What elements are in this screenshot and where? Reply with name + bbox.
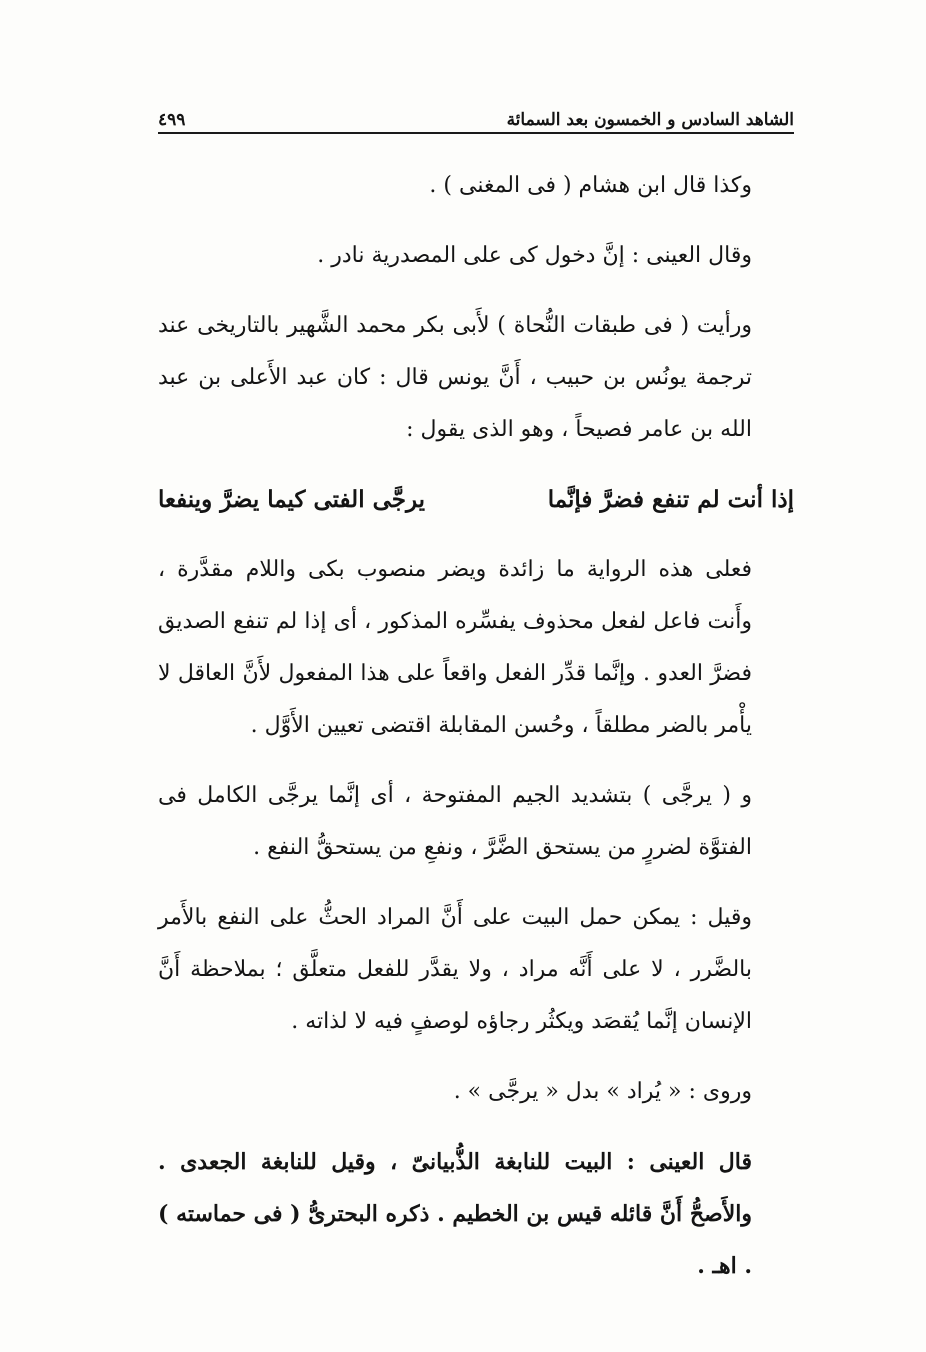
paragraph-yurajja: و ( يرجَّى ) بتشديد الجيم المفتوحة ، أى إنَّما يرجَّى الكامل فى الفتوَّة لضررٍ من يستحق الضَّرَّ ، ونفعِ من يستحقُّ النفع .	[158, 783, 752, 860]
paragraph-qila: وقيل : يمكن حمل البيت على أَنَّ المراد الحثُّ على النفع بالأَمر بالضَّرر ، لا على أَنَّه مراد ، ولا يقدَّر للفعل متعلَّق ؛ بملاحظة أَنَّ الإنسان إنَّما يُقصَد ويكثُر رجاؤه لوصفٍ فيه لا لذاته .	[158, 905, 752, 1034]
running-header	[158, 100, 794, 130]
paragraph-riwaya: فعلى هذه الرواية ما زائدة ويضر منصوب بكى واللام مقدَّرة ، وأَنت فاعل لفعل محذوف يفسِّره المذكور ، أى إذا لم تنفع الصديق فضرَّ العدو . وإنَّما قدِّر الفعل واقعاً على هذا المفعول لأَنَّ العاقل لا يأْمر بالضر مطلقاً ، وحُسن المقابلة اقتضى تعيين الأَوَّل .	[158, 557, 752, 738]
paragraph-riwaya-yurad: وروى : « يُراد » بدل « يرجَّى » .	[453, 1079, 752, 1104]
header-title: الشاهد السادس و الخمسون بعد السمائة	[506, 110, 794, 130]
body-text	[158, 160, 794, 1292]
paragraph-ibn-hisham: وكذا قال ابن هشام ( فى المغنى ) .	[429, 173, 752, 198]
paragraph-ayni-rare: وقال العينى : إنَّ دخول كى على المصدرية نادر .	[317, 243, 752, 268]
verse-first-hemistich: إذا أنت لم تنفع فضرَّ فإنَّما	[547, 486, 794, 513]
header-rule	[158, 132, 794, 134]
page-number: ٤٩٩	[158, 110, 186, 130]
verse-second-hemistich: يرجَّى الفتى كيما يضرَّ وينفعا	[158, 486, 426, 513]
paragraph-attribution: قال العينى : البيت للنابغة الذُّبيانىّ ، وقيل للنابغة الجعدى . والأَصحُّ أَنَّ قائله قيس بن الخطيم . ذكره البحترىُّ ( فى حماسته ) . اهـ .	[158, 1149, 752, 1279]
poem-verse	[158, 474, 794, 526]
paragraph-tabaqat: ورأيت ( فى طبقات النُّحاة ) لأَبى بكر محمد الشَّهير بالتاريخى عند ترجمة يونُس بن حبيب ، أَنَّ يونس قال : كان عبد الأَعلى بن عبد الله بن عامر فصيحاً ، وهو الذى يقول :	[158, 313, 752, 442]
